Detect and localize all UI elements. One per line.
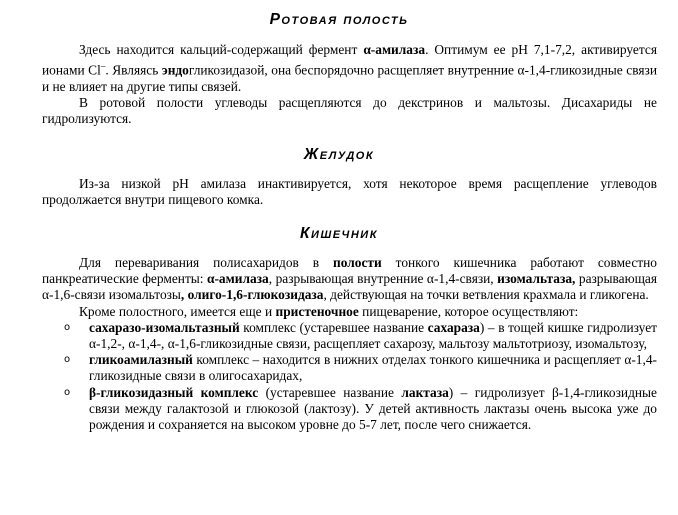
stomach-paragraph-1: Из-за низкой pH амилаза инактивируется, хотя некоторое время расщепление углеводов продолжается внутри пищевого комка.: [42, 176, 657, 208]
section-mouth: [42, 42, 657, 127]
mouth-paragraph-2: В ротовой полости углеводы расщепляются до декстринов и мальтозы. Дисахариды не гидролизуются.: [42, 95, 657, 127]
heading-mouth: Ротовая полость: [269, 11, 409, 28]
list-item: o β-гликозидазный комплекс (устаревшее название лактаза) – гидролизует β-1,4-гликозидные связи между галактозой и глюкозой (лактозу). У детей активность лактазы очень высока уже до рождения и сохраняется на высоком уровне до 5-7 лет, после чего снижается.: [64, 384, 657, 433]
heading-stomach: Желудок: [303, 146, 375, 163]
list-item: o сахаразо-изомальтазный комплекс (устаревшее название сахараза) – в тощей кишке гидролизует α-1,2-, α-1,4-, α-1,6-гликозидные связи, расщепляет сахарозу, мальтозу мальтотриозу, изомальтозу,: [64, 319, 657, 352]
list-item: o гликоамилазный комплекс – находится в нижних отделах тонкого кишечника и расщепляет α-1,4-гликозидные связи в олигосахаридах,: [64, 352, 657, 384]
section-stomach: [42, 176, 657, 208]
bullet-icon: o: [64, 354, 71, 366]
mouth-paragraph-1: Здесь находится кальций-содержащий фермент α-амилаза. Оптимум ее pH 7,1-7,2, активируется ионами Cl–. Являясь эндогликозидазой, она беспорядочно расщепляет внутренние α-1,4-гликозидные связи и не влияет на другие типы связей.: [42, 42, 657, 94]
intestine-paragraph-2: Кроме полостного, имеется еще и пристеночное пищеварение, которое осуществляют:: [79, 303, 579, 319]
bullet-icon: o: [64, 321, 71, 333]
bullet-icon: o: [64, 386, 71, 398]
intestine-paragraph-1: Для переваривания полисахаридов в полости тонкого кишечника работают совместно панкреатические ферменты: α-амилаза, разрывающая внутренние α-1,4-связи, изомальтаза, разрывающая α-1,6-связи изомальтозы, олиго-1,6-глюкозидаза, действующая на точки ветвления крахмала и гликогена.: [42, 255, 657, 303]
section-intestine: [42, 255, 657, 433]
enzyme-list: [42, 320, 657, 433]
heading-intestine: Кишечник: [300, 225, 378, 242]
